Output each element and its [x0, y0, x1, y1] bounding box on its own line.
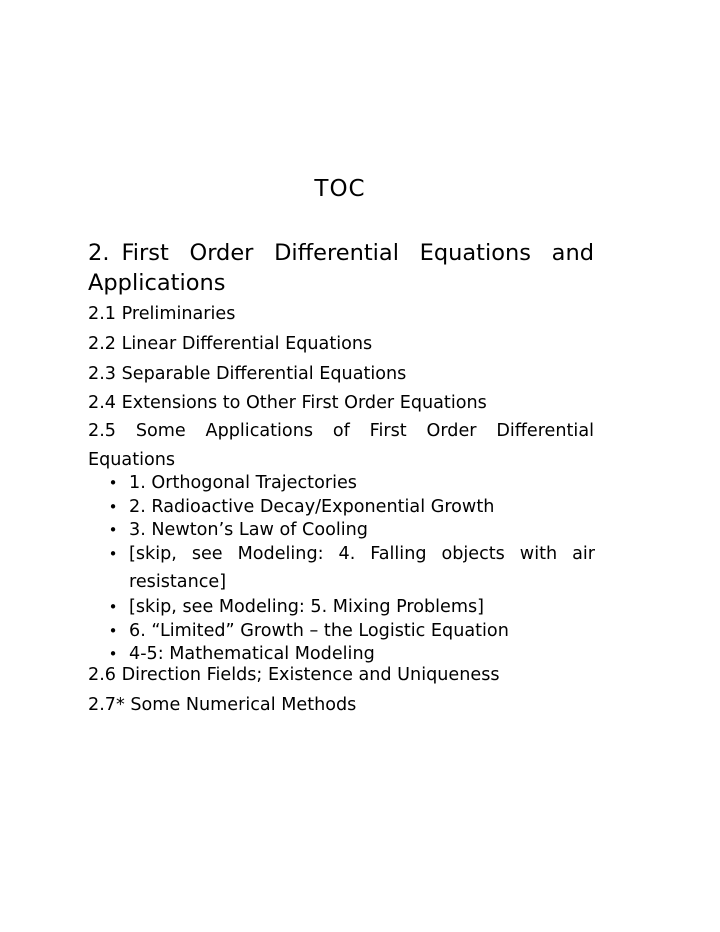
subtopic-text: [skip, see Modeling: 5. Mixing Problems] [129, 597, 485, 617]
bullet-icon: • [108, 545, 118, 563]
subtopic-text: 6. “Limited” Growth – the Logistic Equation [129, 621, 509, 641]
subtopic-text: 4-5: Mathematical Modeling [129, 644, 375, 664]
section-2-3: 2.3 Separable Differential Equations [88, 364, 407, 384]
subtopic-text: 1. Orthogonal Trajectories [129, 473, 357, 493]
chapter-heading [88, 238, 594, 298]
section-2-7: 2.7* Some Numerical Methods [88, 695, 357, 715]
bullet-icon: • [108, 474, 118, 492]
section-2-4: 2.4 Extensions to Other First Order Equations [88, 393, 487, 413]
bullet-icon: • [108, 521, 118, 539]
chapter-title: First Order Differential Equations and Applications [88, 240, 594, 296]
page-title: TOC [314, 176, 366, 202]
section-2-6: 2.6 Direction Fields; Existence and Uniqueness [88, 665, 500, 685]
subtopic-text: 2. Radioactive Decay/Exponential Growth [129, 497, 495, 517]
section-2-5: 2.5 Some Applications of First Order Differential Equations [88, 421, 594, 470]
subtopic-text: [skip, see Modeling: 4. Falling objects with air resistance] [129, 544, 595, 592]
subtopic-text: 3. Newton’s Law of Cooling [129, 520, 368, 540]
chapter-number: 2. [88, 240, 110, 266]
section-2-2: 2.2 Linear Differential Equations [88, 334, 373, 354]
section-2-1: 2.1 Preliminaries [88, 304, 236, 324]
bullet-icon: • [108, 622, 118, 640]
bullet-icon: • [108, 598, 118, 616]
bullet-icon: • [108, 645, 118, 663]
bullet-icon: • [108, 498, 118, 516]
